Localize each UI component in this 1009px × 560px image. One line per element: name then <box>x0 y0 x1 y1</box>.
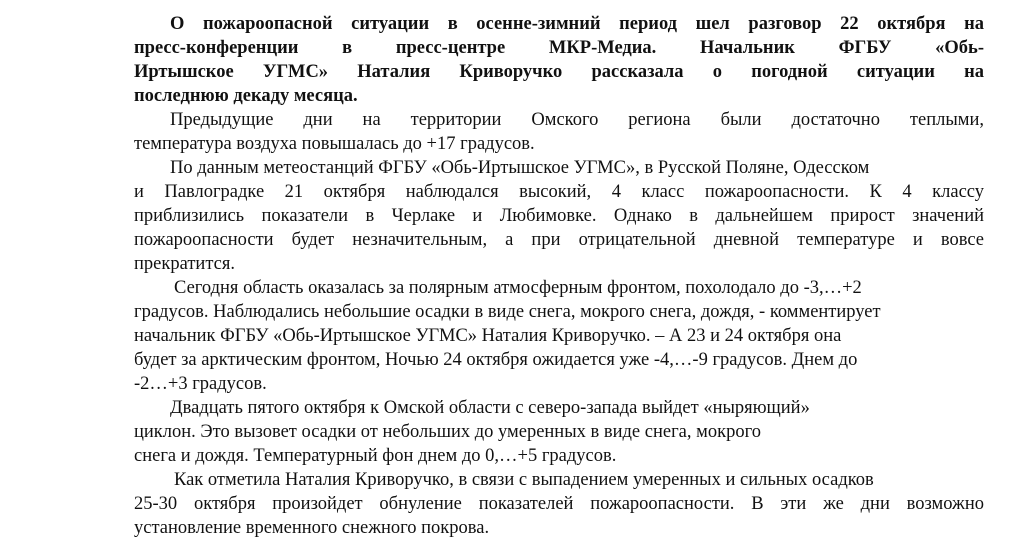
paragraph <box>134 468 984 540</box>
document-page <box>134 12 984 540</box>
text-line: температура воздуха повышалась до +17 градусов. <box>134 134 535 154</box>
paragraph <box>134 276 984 396</box>
text-line: циклон. Это вызовет осадки от небольших до умеренных в виде снега, мокрого <box>134 422 761 442</box>
text-line: -2…+3 градусов. <box>134 374 267 394</box>
paragraph <box>134 396 984 468</box>
text-line: градусов. Наблюдались небольшие осадки в виде снега, мокрого снега, дождя, - комментирует <box>134 302 881 322</box>
lead-paragraph <box>134 12 984 108</box>
text-line: Иртышское УГМС» Наталия Криворучко рассказала о погодной ситуации на <box>134 62 984 82</box>
text-line: Предыдущие дни на территории Омского региона были достаточно теплыми, <box>170 110 984 130</box>
text-line: Как отметила Наталия Криворучко, в связи с выпадением умеренных и сильных осадков <box>174 470 874 490</box>
text-line: Сегодня область оказалась за полярным атмосферным фронтом, похолодало до -3,…+2 <box>174 278 862 298</box>
text-line: О пожароопасной ситуации в осенне-зимний период шел разговор 22 октября на <box>170 14 984 34</box>
text-line: последнюю декаду месяца. <box>134 86 358 106</box>
paragraph <box>134 108 984 156</box>
text-line: По данным метеостанций ФГБУ «Обь-Иртышское УГМС», в Русской Поляне, Одесском <box>170 158 870 178</box>
text-line: будет за арктическим фронтом, Ночью 24 октября ожидается уже -4,…-9 градусов. Днем до <box>134 350 858 370</box>
text-line: пресс-конференции в пресс-центре МКР-Медиа. Начальник ФГБУ «Обь- <box>134 38 984 58</box>
text-line: прекратится. <box>134 254 235 274</box>
paragraph <box>134 156 984 276</box>
text-line: установление временного снежного покрова. <box>134 518 490 538</box>
text-line: начальник ФГБУ «Обь-Иртышское УГМС» Наталия Криворучко. – А 23 и 24 октября она <box>134 326 842 346</box>
text-line: снега и дождя. Температурный фон днем до 0,…+5 градусов. <box>134 446 617 466</box>
text-line: 25-30 октября произойдет обнуление показателей пожароопасности. В эти же дни возможно <box>134 494 984 514</box>
text-line: приблизились показатели в Черлаке и Любимовке. Однако в дальнейшем прирост значений <box>134 206 984 226</box>
text-line: и Павлоградке 21 октября наблюдался высокий, 4 класс пожароопасности. К 4 классу <box>134 182 984 202</box>
text-line: Двадцать пятого октября к Омской области с северо-запада выйдет «ныряющий» <box>170 398 810 418</box>
text-line: пожароопасности будет незначительным, а при отрицательной дневной температуре и вовсе <box>134 230 984 250</box>
